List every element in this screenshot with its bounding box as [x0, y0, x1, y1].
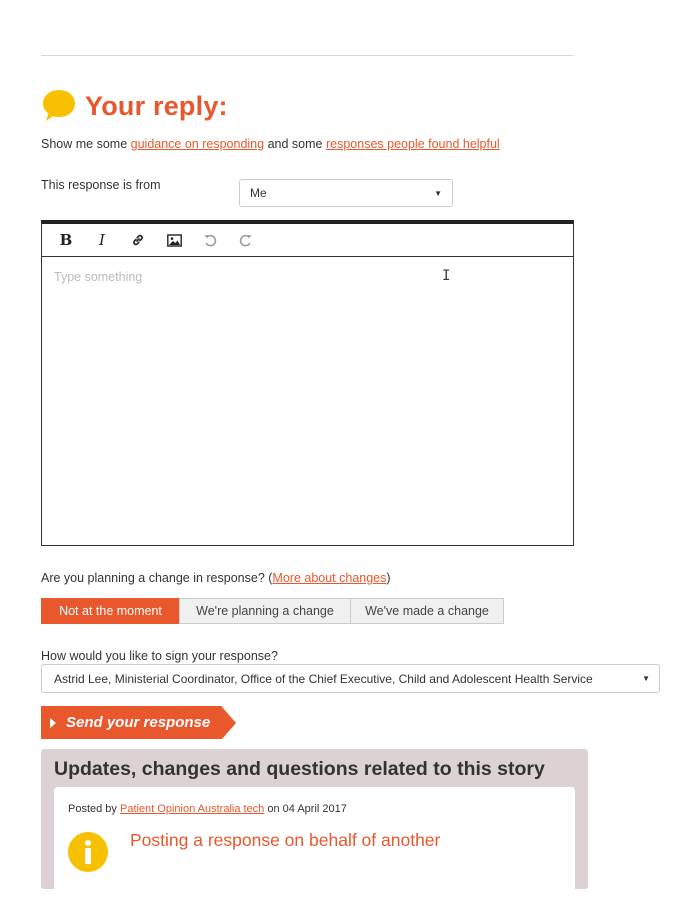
update-card — [54, 787, 575, 907]
send-arrow-tip — [222, 707, 236, 739]
bold-button[interactable] — [48, 224, 84, 256]
response-from-label: This response is from — [41, 178, 161, 192]
planning-question — [41, 571, 391, 585]
sign-select[interactable] — [41, 664, 660, 693]
send-button-body — [41, 706, 222, 739]
posted-by — [68, 803, 347, 815]
send-response-button[interactable] — [41, 706, 236, 739]
text-cursor-icon: I — [442, 268, 451, 284]
guidance-link[interactable]: guidance on responding — [130, 137, 265, 151]
planning-a-change-button[interactable]: We're planning a change — [179, 598, 351, 624]
redo-icon — [239, 233, 253, 247]
reply-heading — [41, 86, 228, 126]
top-divider — [41, 55, 574, 56]
undo-icon — [203, 233, 217, 247]
updates-panel — [41, 749, 588, 889]
not-at-the-moment-button[interactable]: Not at the moment — [41, 598, 180, 624]
posted-prefix: Posted by — [68, 803, 117, 815]
image-button[interactable] — [156, 224, 192, 256]
dropdown-caret-icon: ▼ — [642, 674, 650, 683]
updates-title: Updates, changes and questions related to this story — [54, 758, 545, 780]
bold-icon: B — [59, 231, 73, 249]
response-from-value: Me — [250, 186, 267, 200]
rich-text-editor[interactable] — [41, 220, 574, 546]
play-arrow-icon — [50, 718, 56, 728]
editor-toolbar — [42, 224, 573, 257]
author-link[interactable]: Patient Opinion Australia tech — [119, 803, 265, 815]
made-a-change-button[interactable]: We've made a change — [350, 598, 504, 624]
guidance-prefix: Show me some — [41, 137, 128, 151]
image-icon — [167, 234, 182, 247]
helpful-responses-link[interactable]: responses people found helpful — [325, 137, 500, 151]
guidance-text — [41, 137, 500, 151]
speech-bubble-icon — [41, 88, 77, 124]
italic-icon: I — [99, 231, 105, 249]
info-icon — [68, 832, 108, 872]
redo-button[interactable] — [228, 224, 264, 256]
link-icon — [131, 233, 145, 247]
more-about-changes-link[interactable]: More about changes — [272, 571, 387, 585]
update-post-title[interactable]: Posting a response on behalf of another — [130, 830, 441, 850]
sign-value: Astrid Lee, Ministerial Coordinator, Office of the Chief Executive, Child and Adolescent Health Service — [54, 671, 593, 686]
editor-text-area[interactable] — [42, 260, 573, 545]
sign-label: How would you like to sign your response? — [41, 649, 278, 663]
change-status-toggle — [41, 598, 504, 624]
guidance-mid: and some — [267, 137, 323, 151]
response-from-select[interactable] — [239, 179, 453, 207]
reply-title: Your reply: — [85, 90, 228, 121]
dropdown-caret-icon: ▼ — [434, 188, 442, 198]
link-button[interactable] — [120, 224, 156, 256]
editor-placeholder: Type something — [54, 270, 143, 284]
undo-button[interactable] — [192, 224, 228, 256]
planning-question-text: Are you planning a change in response? ( — [41, 571, 273, 585]
italic-button[interactable] — [84, 224, 120, 256]
planning-question-end: ) — [386, 571, 391, 585]
posted-date: on 04 April 2017 — [267, 803, 347, 815]
send-label: Send your response — [66, 714, 211, 731]
